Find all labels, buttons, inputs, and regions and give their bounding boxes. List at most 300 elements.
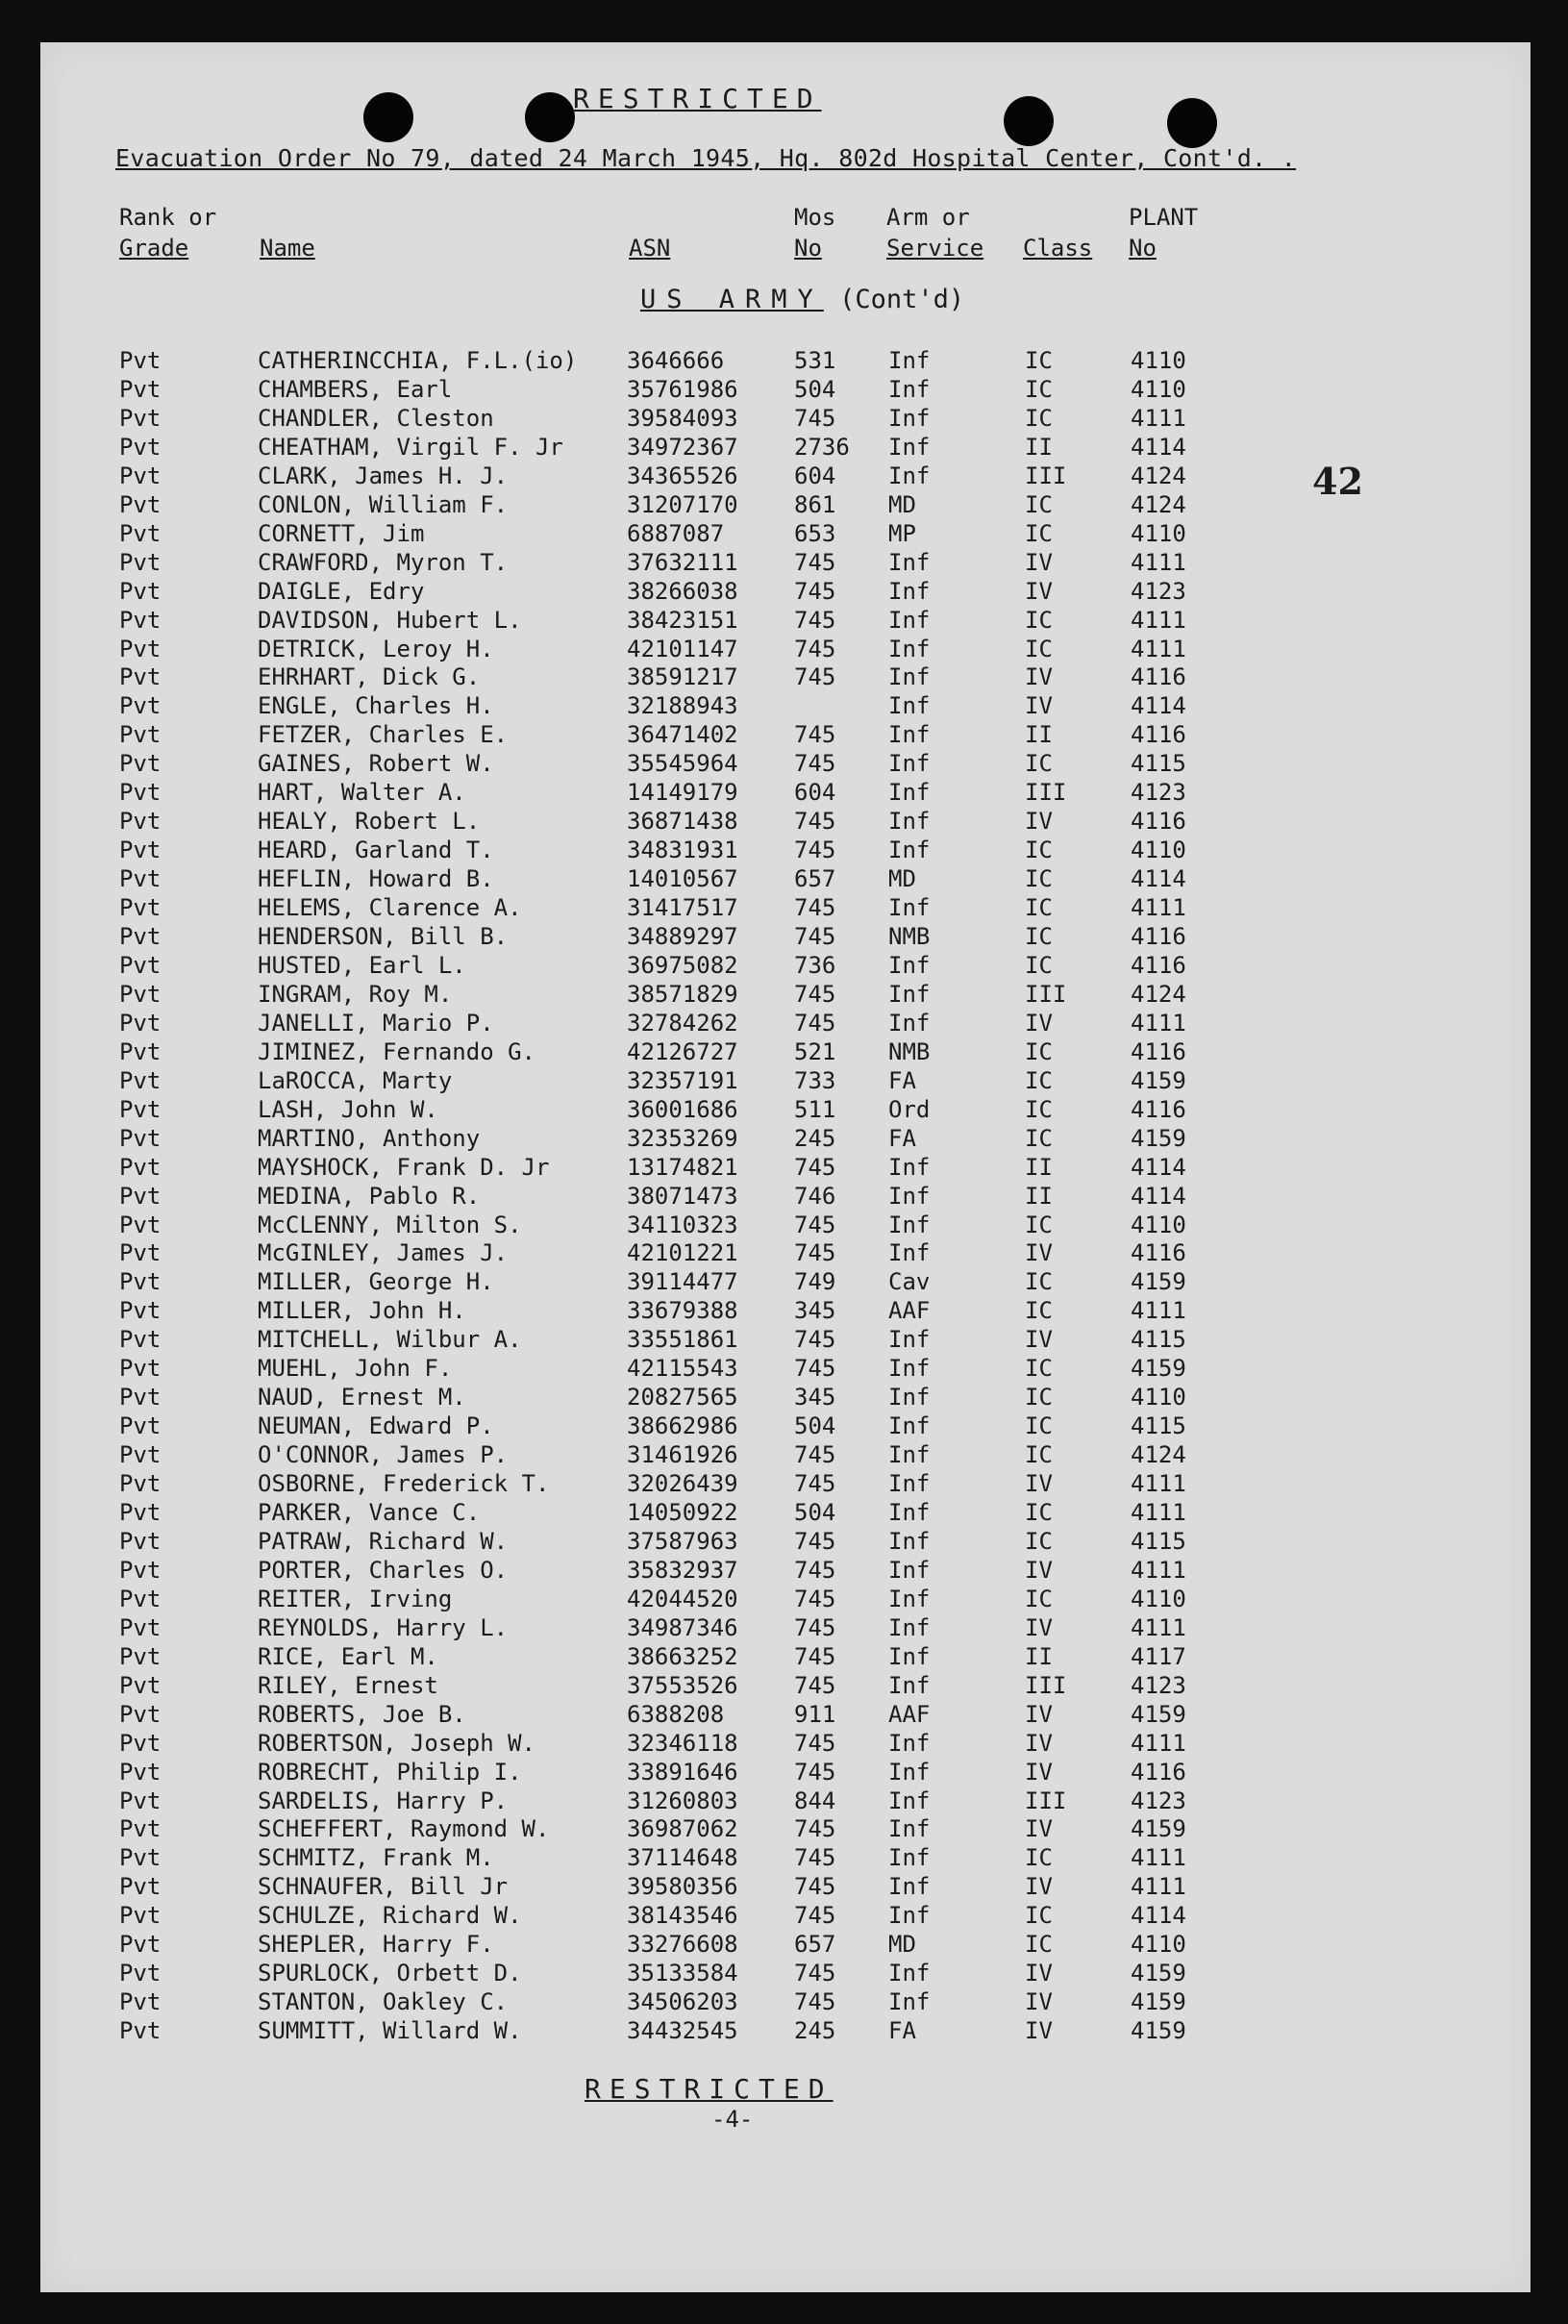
- arm-cell: FA: [888, 1124, 916, 1152]
- arm-cell: MP: [888, 519, 916, 547]
- plant-cell: 4117: [1131, 1642, 1186, 1670]
- rank-cell: Pvt: [119, 577, 162, 605]
- arm-cell: NMB: [888, 1037, 931, 1065]
- class-cell: IV: [1025, 1470, 1053, 1498]
- mos-cell: 745: [794, 837, 836, 864]
- asn-cell: 34889297: [627, 923, 738, 950]
- arm-cell: Inf: [888, 837, 931, 864]
- class-cell: IC: [1025, 1527, 1053, 1555]
- rank-cell: Pvt: [119, 865, 162, 893]
- asn-cell: 37553526: [627, 1671, 738, 1699]
- plant-cell: 4124: [1131, 1441, 1186, 1469]
- name-cell: DAVIDSON, Hubert L.: [258, 606, 522, 634]
- plant-cell: 4124: [1131, 980, 1186, 1008]
- asn-cell: 32357191: [627, 1066, 738, 1094]
- class-cell: IC: [1025, 490, 1053, 518]
- name-cell: McGINLEY, James J.: [258, 1239, 509, 1267]
- mos-cell: 745: [794, 1613, 836, 1641]
- rank-cell: Pvt: [119, 1844, 162, 1872]
- mos-cell: 745: [794, 1585, 836, 1612]
- rank-cell: Pvt: [119, 1556, 162, 1584]
- rank-cell: Pvt: [119, 1037, 162, 1065]
- arm-cell: Inf: [888, 721, 931, 749]
- rank-cell: Pvt: [119, 1268, 162, 1296]
- rank-cell: Pvt: [119, 1470, 162, 1498]
- class-cell: IC: [1025, 1844, 1053, 1872]
- arm-cell: Inf: [888, 1642, 931, 1670]
- class-cell: IV: [1025, 663, 1053, 691]
- asn-cell: 42126727: [627, 1037, 738, 1065]
- name-cell: OSBORNE, Frederick T.: [258, 1470, 550, 1498]
- arm-cell: AAF: [888, 1700, 931, 1728]
- mos-cell: 745: [794, 1729, 836, 1757]
- plant-cell: 4110: [1131, 347, 1186, 374]
- name-cell: SCHULZE, Richard W.: [258, 1902, 522, 1930]
- class-cell: IC: [1025, 1585, 1053, 1612]
- arm-cell: Inf: [888, 1326, 931, 1354]
- plant-cell: 4110: [1131, 519, 1186, 547]
- asn-cell: 14050922: [627, 1499, 738, 1526]
- plant-cell: 4124: [1131, 490, 1186, 518]
- plant-cell: 4123: [1131, 1671, 1186, 1699]
- name-cell: ROBERTS, Joe B.: [258, 1700, 466, 1728]
- arm-cell: Ord: [888, 1095, 931, 1123]
- arm-cell: Inf: [888, 980, 931, 1008]
- asn-cell: 32346118: [627, 1729, 738, 1757]
- name-cell: PORTER, Charles O.: [258, 1556, 509, 1584]
- plant-cell: 4110: [1131, 1384, 1186, 1412]
- asn-cell: 39114477: [627, 1268, 738, 1296]
- name-cell: DAIGLE, Edry: [258, 577, 425, 605]
- mos-cell: 504: [794, 1499, 836, 1526]
- arm-cell: Inf: [888, 433, 931, 461]
- name-cell: HEARD, Garland T.: [258, 837, 494, 864]
- mos-cell: 604: [794, 462, 836, 489]
- arm-cell: Inf: [888, 347, 931, 374]
- name-cell: SUMMITT, Willard W.: [258, 2017, 522, 2045]
- class-cell: II: [1025, 721, 1053, 749]
- asn-cell: 6887087: [627, 519, 725, 547]
- plant-cell: 4116: [1131, 663, 1186, 691]
- mos-cell: 736: [794, 951, 836, 979]
- plant-cell: 4114: [1131, 1153, 1186, 1181]
- class-cell: III: [1025, 1671, 1067, 1699]
- class-cell: IV: [1025, 1729, 1053, 1757]
- asn-cell: 34506203: [627, 1988, 738, 2016]
- class-cell: III: [1025, 980, 1067, 1008]
- asn-cell: 35545964: [627, 750, 738, 778]
- class-cell: IV: [1025, 577, 1053, 605]
- class-cell: IC: [1025, 347, 1053, 374]
- name-cell: REYNOLDS, Harry L.: [258, 1613, 509, 1641]
- plant-cell: 4110: [1131, 375, 1186, 403]
- arm-cell: Inf: [888, 404, 931, 432]
- mos-cell: 504: [794, 375, 836, 403]
- plant-cell: 4111: [1131, 548, 1186, 576]
- asn-cell: 36871438: [627, 808, 738, 836]
- name-cell: CATHERINCCHIA, F.L.(io): [258, 347, 578, 374]
- name-cell: MILLER, George H.: [258, 1268, 494, 1296]
- mos-cell: 745: [794, 980, 836, 1008]
- rank-cell: Pvt: [119, 1729, 162, 1757]
- mos-cell: 745: [794, 1642, 836, 1670]
- asn-cell: 13174821: [627, 1153, 738, 1181]
- plant-cell: 4110: [1131, 1211, 1186, 1238]
- mos-cell: 745: [794, 1844, 836, 1872]
- rank-cell: Pvt: [119, 2017, 162, 2045]
- rank-cell: Pvt: [119, 692, 162, 720]
- name-cell: JANELLI, Mario P.: [258, 1009, 494, 1037]
- arm-cell: Inf: [888, 1787, 931, 1814]
- arm-cell: MD: [888, 490, 916, 518]
- name-cell: GAINES, Robert W.: [258, 750, 494, 778]
- plant-cell: 4114: [1131, 692, 1186, 720]
- arm-cell: NMB: [888, 923, 931, 950]
- class-cell: IC: [1025, 750, 1053, 778]
- class-cell: III: [1025, 462, 1067, 489]
- asn-cell: 33891646: [627, 1758, 738, 1786]
- mos-cell: 345: [794, 1297, 836, 1325]
- asn-cell: 33276608: [627, 1931, 738, 1959]
- class-cell: IC: [1025, 375, 1053, 403]
- plant-cell: 4116: [1131, 721, 1186, 749]
- rank-cell: Pvt: [119, 519, 162, 547]
- rank-cell: Pvt: [119, 663, 162, 691]
- rank-cell: Pvt: [119, 1009, 162, 1037]
- asn-cell: 32353269: [627, 1124, 738, 1152]
- class-cell: IC: [1025, 1355, 1053, 1383]
- mos-cell: 2736: [794, 433, 850, 461]
- asn-cell: 36975082: [627, 951, 738, 979]
- arm-cell: Inf: [888, 1182, 931, 1210]
- rank-cell: Pvt: [119, 1384, 162, 1412]
- plant-cell: 4116: [1131, 1239, 1186, 1267]
- asn-cell: 20827565: [627, 1384, 738, 1412]
- plant-cell: 4159: [1131, 1066, 1186, 1094]
- mos-cell: 745: [794, 1815, 836, 1843]
- mos-cell: 245: [794, 2017, 836, 2045]
- arm-cell: Inf: [888, 1960, 931, 1987]
- asn-cell: 34987346: [627, 1613, 738, 1641]
- mos-cell: 745: [794, 1671, 836, 1699]
- class-cell: IV: [1025, 1960, 1053, 1987]
- asn-cell: 38266038: [627, 577, 738, 605]
- arm-cell: Inf: [888, 1499, 931, 1526]
- mos-cell: 604: [794, 779, 836, 807]
- rank-cell: Pvt: [119, 375, 162, 403]
- arm-cell: Inf: [888, 1815, 931, 1843]
- plant-cell: 4115: [1131, 1412, 1186, 1440]
- class-cell: IV: [1025, 1815, 1053, 1843]
- plant-cell: 4111: [1131, 404, 1186, 432]
- rank-cell: Pvt: [119, 1787, 162, 1814]
- class-cell: IC: [1025, 1211, 1053, 1238]
- class-cell: IC: [1025, 1066, 1053, 1094]
- plant-cell: 4111: [1131, 1297, 1186, 1325]
- name-cell: HUSTED, Earl L.: [258, 951, 466, 979]
- plant-cell: 4159: [1131, 1960, 1186, 1987]
- mos-cell: 745: [794, 1758, 836, 1786]
- class-cell: IC: [1025, 1037, 1053, 1065]
- plant-cell: 4159: [1131, 2017, 1186, 2045]
- arm-cell: Inf: [888, 808, 931, 836]
- asn-cell: 34432545: [627, 2017, 738, 2045]
- plant-cell: 4111: [1131, 1613, 1186, 1641]
- name-cell: PATRAW, Richard W.: [258, 1527, 509, 1555]
- name-cell: LASH, John W.: [258, 1095, 438, 1123]
- name-cell: CRAWFORD, Myron T.: [258, 548, 509, 576]
- plant-cell: 4111: [1131, 1873, 1186, 1901]
- class-cell: IV: [1025, 1873, 1053, 1901]
- plant-cell: 4114: [1131, 1182, 1186, 1210]
- name-cell: DETRICK, Leroy H.: [258, 635, 494, 662]
- name-cell: JIMINEZ, Fernando G.: [258, 1037, 535, 1065]
- mos-cell: 745: [794, 1441, 836, 1469]
- class-cell: IC: [1025, 951, 1053, 979]
- rank-cell: Pvt: [119, 490, 162, 518]
- class-cell: IV: [1025, 808, 1053, 836]
- class-cell: IC: [1025, 519, 1053, 547]
- name-cell: HENDERSON, Bill B.: [258, 923, 509, 950]
- class-cell: IV: [1025, 1556, 1053, 1584]
- rank-cell: Pvt: [119, 1326, 162, 1354]
- mos-cell: 245: [794, 1124, 836, 1152]
- arm-cell: Inf: [888, 1671, 931, 1699]
- asn-cell: 38423151: [627, 606, 738, 634]
- plant-cell: 4110: [1131, 1585, 1186, 1612]
- class-cell: IC: [1025, 1412, 1053, 1440]
- column-header-name: Name: [260, 235, 315, 262]
- mos-cell: 745: [794, 1988, 836, 2016]
- plant-cell: 4116: [1131, 808, 1186, 836]
- plant-cell: 4159: [1131, 1268, 1186, 1296]
- name-cell: MILLER, John H.: [258, 1297, 466, 1325]
- rank-cell: Pvt: [119, 951, 162, 979]
- plant-cell: 4111: [1131, 1729, 1186, 1757]
- asn-cell: 36471402: [627, 721, 738, 749]
- section-title: US ARMY: [640, 285, 824, 314]
- class-cell: IV: [1025, 1613, 1053, 1641]
- arm-cell: FA: [888, 1066, 916, 1094]
- rank-cell: Pvt: [119, 1095, 162, 1123]
- arm-cell: AAF: [888, 1297, 931, 1325]
- arm-cell: Inf: [888, 635, 931, 662]
- asn-cell: 31260803: [627, 1787, 738, 1814]
- asn-cell: 35761986: [627, 375, 738, 403]
- asn-cell: 39580356: [627, 1873, 738, 1901]
- plant-cell: 4115: [1131, 1326, 1186, 1354]
- mos-cell: 861: [794, 490, 836, 518]
- mos-cell: 745: [794, 1355, 836, 1383]
- name-cell: SHEPLER, Harry F.: [258, 1931, 494, 1959]
- arm-cell: Inf: [888, 1556, 931, 1584]
- name-cell: MARTINO, Anthony: [258, 1124, 481, 1152]
- arm-cell: Inf: [888, 1613, 931, 1641]
- plant-cell: 4123: [1131, 779, 1186, 807]
- plant-cell: 4116: [1131, 951, 1186, 979]
- arm-cell: Inf: [888, 375, 931, 403]
- name-cell: SCHEFFERT, Raymond W.: [258, 1815, 550, 1843]
- asn-cell: 33551861: [627, 1326, 738, 1354]
- plant-cell: 4111: [1131, 1499, 1186, 1526]
- mos-cell: 745: [794, 404, 836, 432]
- asn-cell: 38663252: [627, 1642, 738, 1670]
- arm-cell: Inf: [888, 1988, 931, 2016]
- plant-cell: 4111: [1131, 1009, 1186, 1037]
- rank-cell: Pvt: [119, 1499, 162, 1526]
- asn-cell: 38143546: [627, 1902, 738, 1930]
- plant-cell: 4114: [1131, 865, 1186, 893]
- punch-hole: [525, 92, 575, 142]
- class-cell: II: [1025, 433, 1053, 461]
- mos-cell: 745: [794, 1470, 836, 1498]
- class-cell: IV: [1025, 692, 1053, 720]
- name-cell: CORNETT, Jim: [258, 519, 425, 547]
- rank-cell: Pvt: [119, 548, 162, 576]
- name-cell: RICE, Earl M.: [258, 1642, 438, 1670]
- name-cell: PARKER, Vance C.: [258, 1499, 481, 1526]
- column-header-plant: PLANT No: [1129, 204, 1199, 262]
- rank-cell: Pvt: [119, 1815, 162, 1843]
- mos-cell: 657: [794, 865, 836, 893]
- asn-cell: 14010567: [627, 865, 738, 893]
- mos-cell: 745: [794, 1326, 836, 1354]
- rank-cell: Pvt: [119, 1355, 162, 1383]
- name-cell: O'CONNOR, James P.: [258, 1441, 509, 1469]
- name-cell: CLARK, James H. J.: [258, 462, 509, 489]
- plant-cell: 4124: [1131, 462, 1186, 489]
- name-cell: LaROCCA, Marty: [258, 1066, 453, 1094]
- name-cell: ENGLE, Charles H.: [258, 692, 494, 720]
- name-cell: SCHMITZ, Frank M.: [258, 1844, 494, 1872]
- plant-cell: 4115: [1131, 750, 1186, 778]
- mos-cell: 745: [794, 1556, 836, 1584]
- class-cell: IC: [1025, 1297, 1053, 1325]
- mos-cell: 531: [794, 347, 836, 374]
- arm-cell: Inf: [888, 1239, 931, 1267]
- plant-cell: 4111: [1131, 606, 1186, 634]
- punch-hole: [1004, 96, 1054, 146]
- plant-cell: 4159: [1131, 1700, 1186, 1728]
- asn-cell: 35133584: [627, 1960, 738, 1987]
- plant-cell: 4110: [1131, 837, 1186, 864]
- mos-cell: 521: [794, 1037, 836, 1065]
- rank-cell: Pvt: [119, 462, 162, 489]
- arm-cell: Inf: [888, 1527, 931, 1555]
- asn-cell: 6388208: [627, 1700, 725, 1728]
- class-cell: IC: [1025, 894, 1053, 922]
- mos-cell: 745: [794, 548, 836, 576]
- name-cell: EHRHART, Dick G.: [258, 663, 481, 691]
- asn-cell: 38591217: [627, 663, 738, 691]
- asn-cell: 37114648: [627, 1844, 738, 1872]
- name-cell: MEDINA, Pablo R.: [258, 1182, 481, 1210]
- rank-cell: Pvt: [119, 1441, 162, 1469]
- asn-cell: 39584093: [627, 404, 738, 432]
- rank-cell: Pvt: [119, 1412, 162, 1440]
- punch-hole: [1167, 98, 1217, 148]
- plant-cell: 4159: [1131, 1355, 1186, 1383]
- mos-cell: 745: [794, 1009, 836, 1037]
- rank-cell: Pvt: [119, 1613, 162, 1641]
- arm-cell: Inf: [888, 1384, 931, 1412]
- plant-cell: 4159: [1131, 1988, 1186, 2016]
- rank-cell: Pvt: [119, 1182, 162, 1210]
- asn-cell: 42101221: [627, 1239, 738, 1267]
- asn-cell: 42101147: [627, 635, 738, 662]
- plant-cell: 4111: [1131, 1470, 1186, 1498]
- name-cell: HELEMS, Clarence A.: [258, 894, 522, 922]
- mos-cell: 745: [794, 1527, 836, 1555]
- asn-cell: 31417517: [627, 894, 738, 922]
- class-cell: IC: [1025, 1268, 1053, 1296]
- mos-cell: 745: [794, 923, 836, 950]
- class-cell: IC: [1025, 837, 1053, 864]
- arm-cell: Inf: [888, 1902, 931, 1930]
- arm-cell: Inf: [888, 1211, 931, 1238]
- mos-cell: 745: [794, 1211, 836, 1238]
- class-cell: IC: [1025, 865, 1053, 893]
- arm-cell: Inf: [888, 779, 931, 807]
- name-cell: HEFLIN, Howard B.: [258, 865, 494, 893]
- class-cell: IC: [1025, 1499, 1053, 1526]
- asn-cell: 37632111: [627, 548, 738, 576]
- plant-cell: 4116: [1131, 1037, 1186, 1065]
- class-cell: II: [1025, 1642, 1053, 1670]
- name-cell: NAUD, Ernest M.: [258, 1384, 466, 1412]
- plant-cell: 4114: [1131, 1902, 1186, 1930]
- name-cell: NEUMAN, Edward P.: [258, 1412, 494, 1440]
- mos-cell: 745: [794, 1873, 836, 1901]
- arm-cell: Inf: [888, 1412, 931, 1440]
- arm-cell: Inf: [888, 1758, 931, 1786]
- column-header-rank: Rank or Grade: [119, 204, 217, 262]
- name-cell: McCLENNY, Milton S.: [258, 1211, 522, 1238]
- rank-cell: Pvt: [119, 606, 162, 634]
- arm-cell: Inf: [888, 548, 931, 576]
- rank-cell: Pvt: [119, 1239, 162, 1267]
- class-cell: IC: [1025, 923, 1053, 950]
- rank-cell: Pvt: [119, 1066, 162, 1094]
- class-cell: IC: [1025, 1124, 1053, 1152]
- class-cell: IC: [1025, 404, 1053, 432]
- rank-cell: Pvt: [119, 1960, 162, 1987]
- arm-cell: Inf: [888, 1355, 931, 1383]
- column-header-arm: Arm or Service: [886, 204, 984, 262]
- rank-cell: Pvt: [119, 837, 162, 864]
- rank-cell: Pvt: [119, 404, 162, 432]
- class-cell: IV: [1025, 1988, 1053, 2016]
- column-header-mos: Mos No: [794, 204, 836, 262]
- rank-cell: Pvt: [119, 750, 162, 778]
- name-cell: HART, Walter A.: [258, 779, 466, 807]
- class-cell: III: [1025, 1787, 1067, 1814]
- rank-cell: Pvt: [119, 923, 162, 950]
- mos-cell: 745: [794, 1153, 836, 1181]
- name-cell: RILEY, Ernest: [258, 1671, 438, 1699]
- mos-cell: 745: [794, 577, 836, 605]
- class-cell: IV: [1025, 2017, 1053, 2045]
- name-cell: SPURLOCK, Orbett D.: [258, 1960, 522, 1987]
- mos-cell: 345: [794, 1384, 836, 1412]
- mos-cell: 745: [794, 808, 836, 836]
- asn-cell: 32784262: [627, 1009, 738, 1037]
- asn-cell: 31461926: [627, 1441, 738, 1469]
- punch-hole: [363, 92, 413, 142]
- name-cell: CONLON, William F.: [258, 490, 509, 518]
- mos-cell: 657: [794, 1931, 836, 1959]
- arm-cell: Inf: [888, 1153, 931, 1181]
